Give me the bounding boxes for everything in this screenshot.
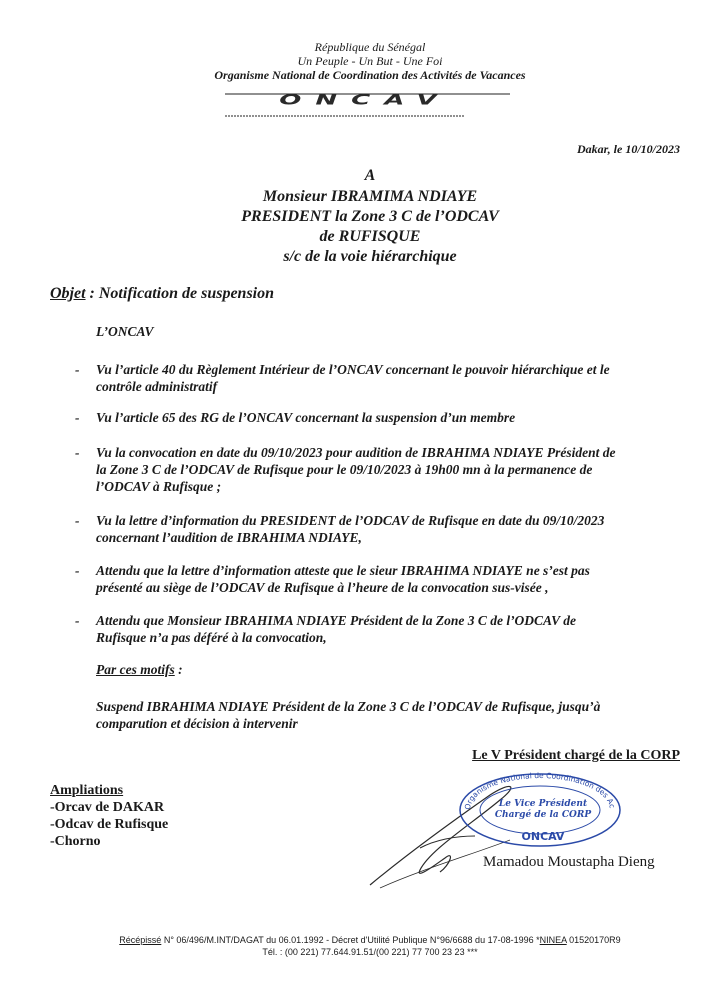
footer-registration: N° 06/496/M.INT/DAGAT du 06.01.1992 - Décret d'Utilité Publique N°96/6688 du 17-08-1996 *: [161, 935, 540, 945]
ampliations-block: [50, 782, 168, 850]
header-organisation: Organisme National de Coordination des Activités de Vacances: [214, 68, 526, 82]
considerant-line: la Zone 3 C de l’ODCAV de Rufisque pour le 09/10/2023 à 19h00 mn à la permanence de: [96, 462, 593, 477]
footer-ninea: 01520170R9: [566, 935, 621, 945]
addressee-route: s/c de la voie hiérarchique: [283, 248, 457, 265]
motifs-suffix: :: [174, 662, 183, 677]
header-motto: Un Peuple - Un But - Une Foi: [297, 54, 443, 68]
stamp-line1: Le Vice Président: [498, 799, 588, 809]
considerant-line: Vu la convocation en date du 09/10/2023 pour audition de IBRAHIMA NDIAYE Président de: [96, 445, 616, 460]
considerant-line: l’ODCAV à Rufisque ;: [96, 479, 222, 494]
decision-text: [96, 698, 671, 732]
letter-date: Dakar, le 10/10/2023: [576, 142, 680, 156]
considerant-line: contrôle administratif: [96, 379, 218, 394]
bullet-dash: -: [75, 563, 80, 578]
considerant-line: Vu la lettre d’information du PRESIDENT de l’ODCAV de Rufisque en date du 09/10/2023: [96, 513, 605, 528]
considerant-item: [96, 612, 671, 646]
motifs-label: Par ces motifs: [96, 662, 175, 677]
stamp-line2: Chargé de la CORP: [494, 810, 592, 820]
addressee-title: PRESIDENT la Zone 3 C de l’ODCAV: [241, 208, 499, 225]
ampliation-item: -Orcav de DAKAR: [50, 800, 165, 815]
decision-line: Suspend IBRAHIMA NDIAYE Président de la Zone 3 C de l’ODCAV de Rufisque, jusqu’à: [96, 699, 601, 714]
oncav-stamp: [455, 770, 625, 850]
bullet-dash: -: [75, 445, 80, 460]
footer-ninea-label: NINEA: [539, 935, 567, 945]
considerant-line: concernant l’audition de IBRAHIMA NDIAYE,: [96, 530, 362, 545]
oncav-logo: [225, 86, 510, 122]
addressee-name: Monsieur IBRAMIMA NDIAYE: [262, 188, 478, 205]
bullet-dash: -: [75, 613, 80, 628]
bullet-dash: -: [75, 410, 80, 425]
ampliation-item: -Chorno: [50, 834, 101, 849]
stamp-ring-text: Organisme National de Coordination des Ac: [462, 770, 617, 811]
considerant-item: [96, 361, 671, 395]
motifs-heading: [96, 661, 183, 678]
subject-label: Objet: [50, 285, 86, 302]
considerant-line: présenté au siège de l’ODCAV de Rufisque à l’heure de la convocation sus-visée ,: [96, 580, 549, 595]
considerant-line: Attendu que la lettre d’information atteste que le sieur IBRAHIMA NDIAYE ne s’est pas: [96, 563, 590, 578]
addressee-a: A: [364, 167, 376, 184]
footer-recepisse: Récépissé: [119, 935, 162, 945]
considerant-item: [96, 562, 671, 596]
addressee-city: de RUFISQUE: [319, 228, 421, 245]
subject-separator: :: [85, 285, 99, 302]
signatory-name: Mamadou Moustapha Dieng: [483, 854, 655, 870]
ampliation-item: -Odcav de Rufisque: [50, 817, 169, 832]
logo-text: ONCAV: [279, 91, 451, 109]
header-republic: République du Sénégal: [314, 40, 426, 54]
footer-line1: [0, 934, 720, 946]
bullet-dash: -: [75, 513, 80, 528]
decision-line: comparution et décision à intervenir: [96, 716, 298, 731]
considerant-line: Vu l’article 65 des RG de l’ONCAV concernant la suspension d’un membre: [96, 410, 516, 425]
stamp-org: ONCAV: [521, 830, 565, 843]
subject-line: [50, 285, 274, 303]
considerant-item: [96, 444, 671, 495]
considerant-line: Vu l’article 40 du Règlement Intérieur de l’ONCAV concernant le pouvoir hiérarchique et le: [96, 362, 610, 377]
bullet-dash: -: [75, 362, 80, 377]
footer-phone: Tél. : (00 221) 77.644.91.51/(00 221) 77 700 23 23 ***: [262, 947, 478, 957]
considerant-line: Rufisque n’a pas déféré à la convocation,: [96, 630, 327, 645]
subject-text: Notification de suspension: [98, 285, 275, 302]
ampliations-title: Ampliations: [50, 783, 124, 798]
considerant-line: Attendu que Monsieur IBRAHIMA NDIAYE Président de la Zone 3 C de l’ODCAV de: [96, 613, 576, 628]
considerant-item: [96, 512, 671, 546]
intro-oncav: L’ONCAV: [96, 324, 154, 339]
signatory-title: Le V Président chargé de la CORP: [472, 748, 680, 763]
considerant-item: [96, 409, 671, 426]
